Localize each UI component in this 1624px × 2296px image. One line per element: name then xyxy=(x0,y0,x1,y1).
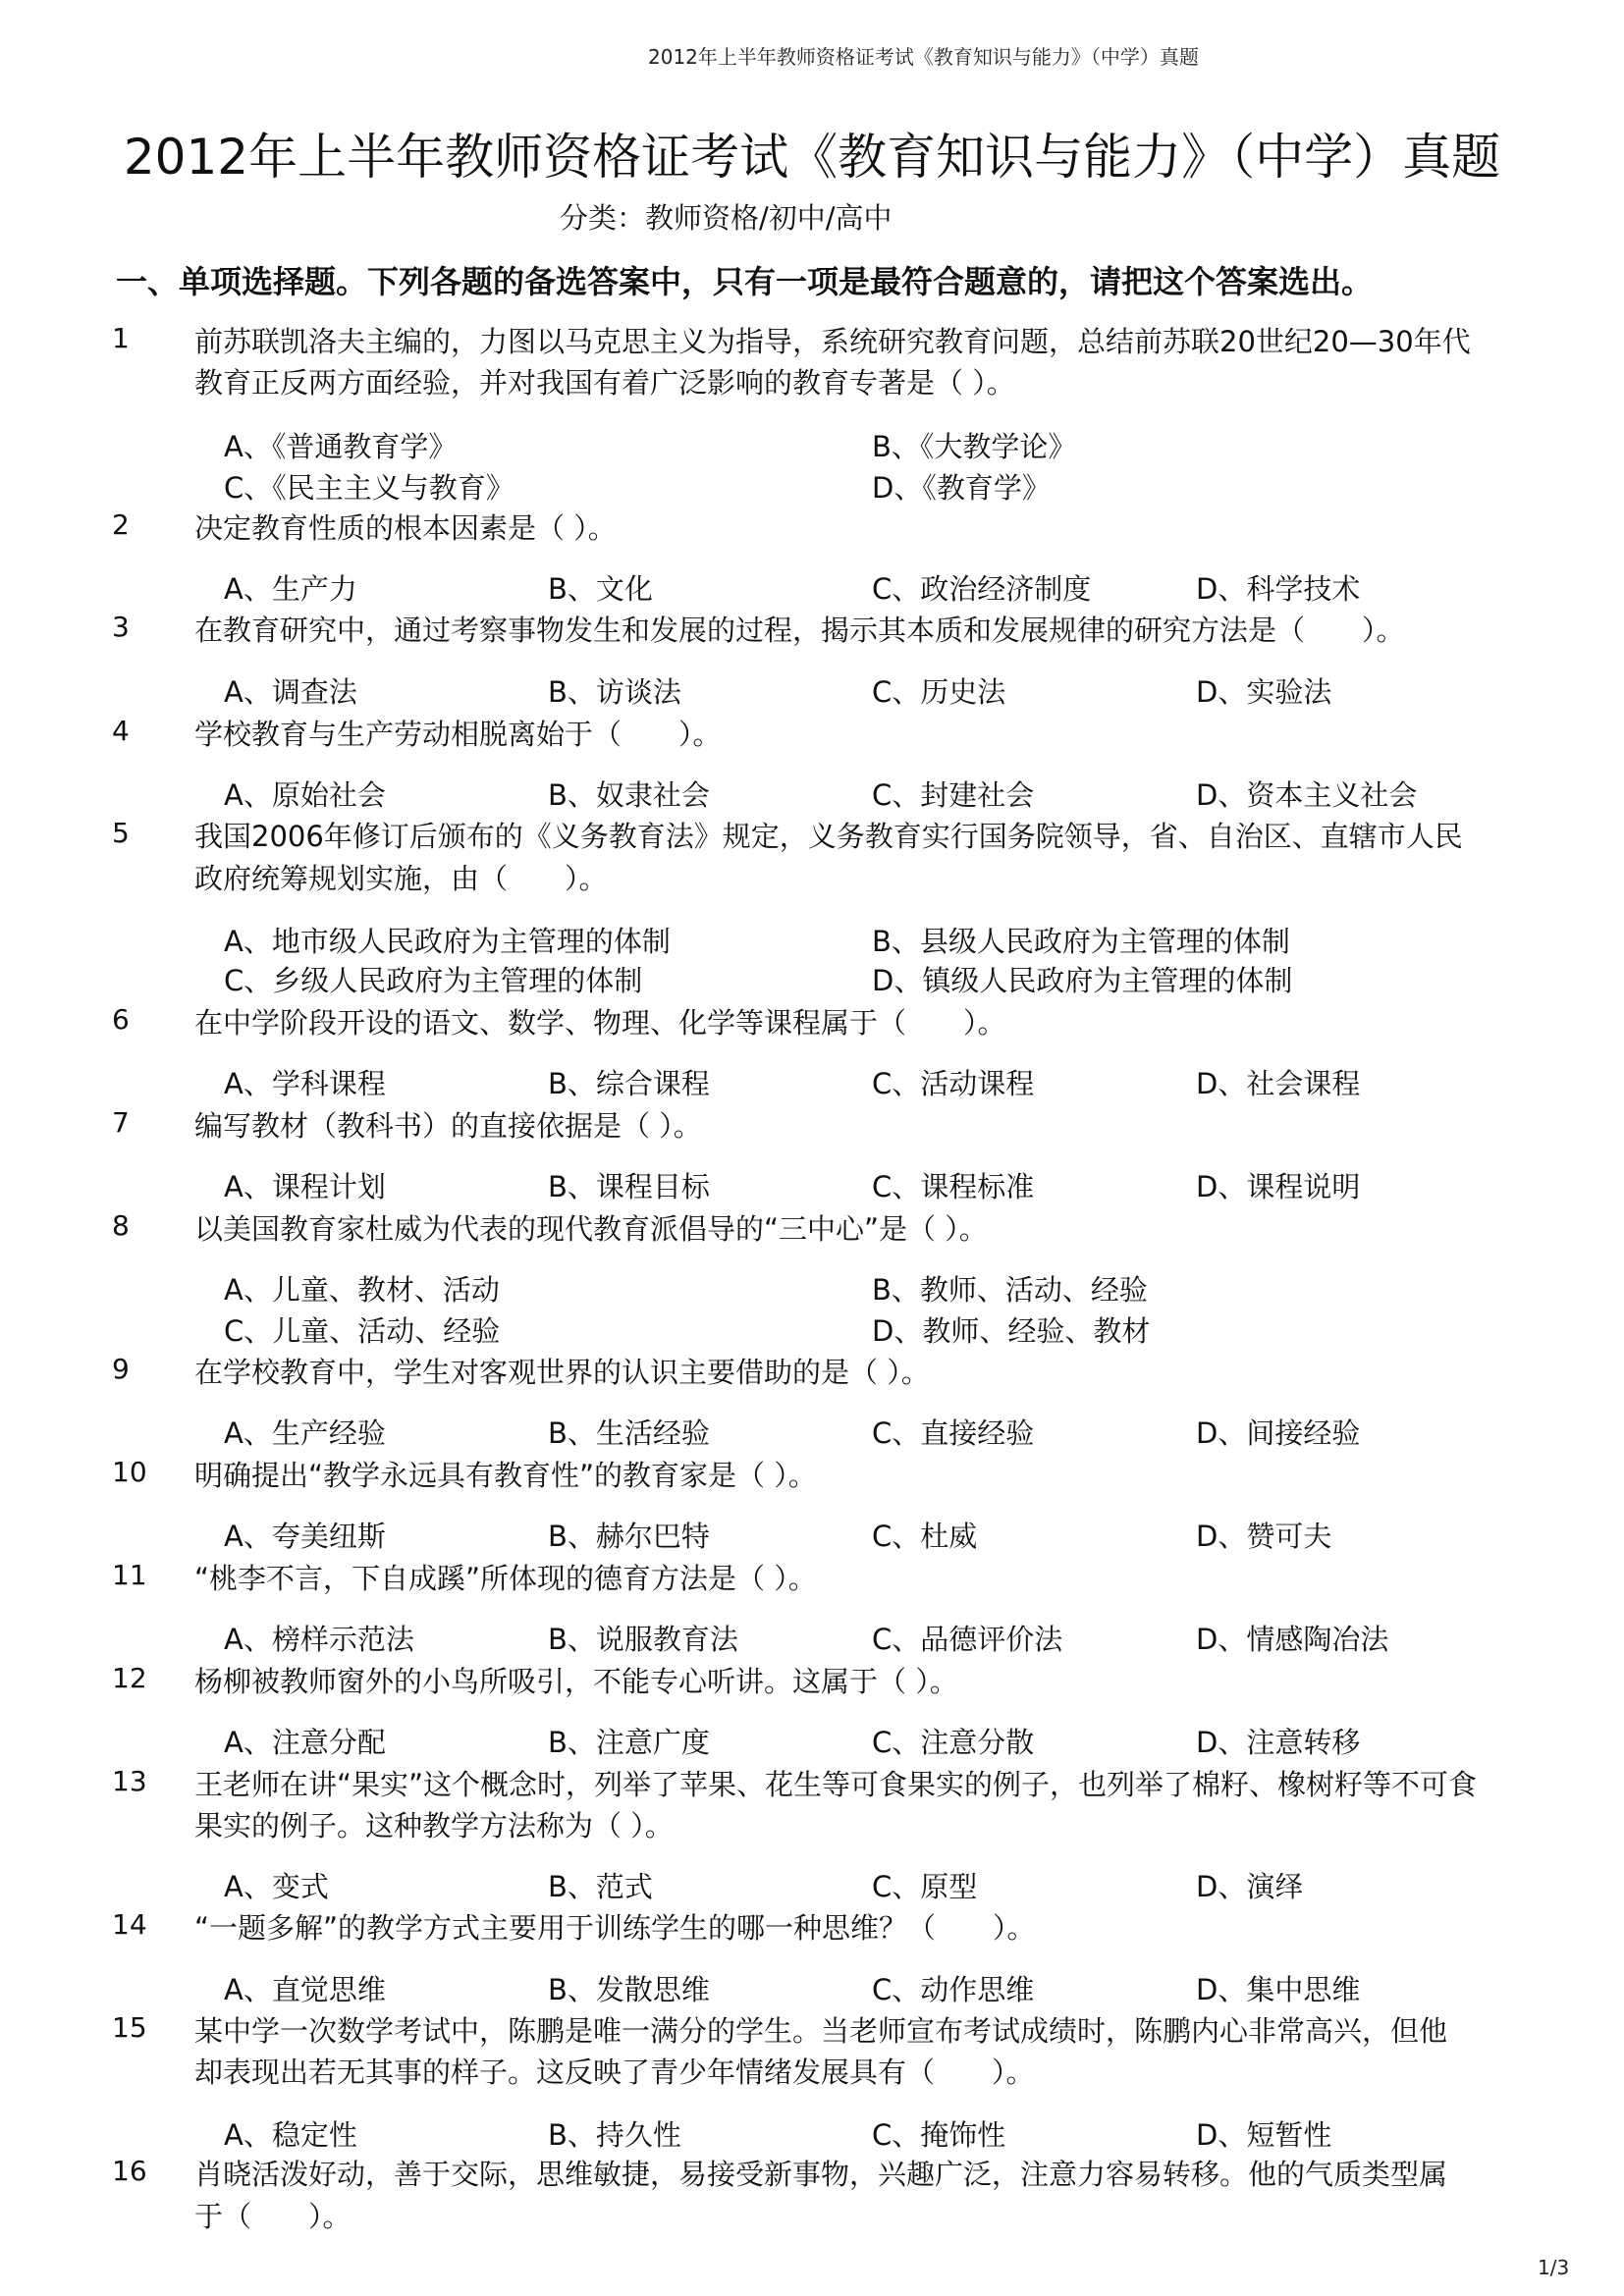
answer-option: C、封建社会 xyxy=(872,778,1035,812)
answer-option: D、镇级人民政府为主管理的体制 xyxy=(872,964,1293,997)
answer-option: A、生产经验 xyxy=(224,1416,386,1450)
answer-option: A、原始社会 xyxy=(224,778,386,812)
answer-option: B、综合课程 xyxy=(548,1067,710,1100)
answer-option: A、儿童、教材、活动 xyxy=(224,1273,500,1307)
answer-option: C、掩饰性 xyxy=(872,2118,1006,2152)
answer-option: B、《大教学论》 xyxy=(872,430,1077,463)
question-text: 前苏联凯洛夫主编的，力图以马克思主义为指导，系统研究教育问题，总结前苏联20世纪20—30年代 xyxy=(194,325,1471,358)
question-number: 7 xyxy=(112,1106,130,1139)
question-text: 以美国教育家杜威为代表的现代教育派倡导的“三中心”是（ ）。 xyxy=(194,1212,988,1246)
page-number: 1/3 xyxy=(1538,2256,1570,2279)
answer-option: C、《民主主义与教育》 xyxy=(224,471,514,505)
answer-option: A、变式 xyxy=(224,1870,329,1903)
answer-option: D、注意转移 xyxy=(1196,1726,1361,1759)
question-number: 15 xyxy=(112,2011,147,2044)
answer-option: B、奴隶社会 xyxy=(548,778,710,812)
answer-option: D、《教育学》 xyxy=(872,471,1051,505)
answer-option: B、生活经验 xyxy=(548,1416,710,1450)
question-number: 14 xyxy=(112,1908,147,1941)
answer-option: C、乡级人民政府为主管理的体制 xyxy=(224,964,643,997)
question-number: 1 xyxy=(112,322,130,354)
answer-option: D、演绎 xyxy=(1196,1870,1304,1903)
answer-option: D、科学技术 xyxy=(1196,572,1361,606)
question-number: 3 xyxy=(112,611,130,643)
question-text: 决定教育性质的根本因素是（ ）。 xyxy=(194,511,617,545)
question-text: 杨柳被教师窗外的小鸟所吸引，不能专心听讲。这属于（ ）。 xyxy=(194,1665,958,1698)
answer-option: A、调查法 xyxy=(224,675,357,709)
answer-option: D、实验法 xyxy=(1196,675,1332,709)
category-label: 分类：教师资格/初中/高中 xyxy=(560,201,893,235)
answer-option: C、儿童、活动、经验 xyxy=(224,1314,501,1348)
question-number: 5 xyxy=(112,817,130,849)
question-number: 8 xyxy=(112,1209,130,1242)
question-text: 王老师在讲“果实”这个概念时，列举了苹果、花生等可食果实的例子，也列举了棉籽、橡树籽等不可食 xyxy=(194,1768,1478,1801)
answer-option: A、学科课程 xyxy=(224,1067,386,1100)
answer-option: A、注意分配 xyxy=(224,1726,386,1759)
answer-option: B、赫尔巴特 xyxy=(548,1520,710,1553)
answer-option: A、生产力 xyxy=(224,572,357,606)
answer-option: B、发散思维 xyxy=(548,1973,710,2006)
answer-option: D、集中思维 xyxy=(1196,1973,1361,2006)
question-text: 我国2006年修订后颁布的《义务教育法》规定，义务教育实行国务院领导，省、自治区、直辖市人民 xyxy=(194,820,1463,853)
question-text: 政府统筹规划实施，由（ ）。 xyxy=(194,862,608,895)
question-text: 教育正反两方面经验，并对我国有着广泛影响的教育专著是（ ）。 xyxy=(194,366,1015,400)
answer-option: A、《普通教育学》 xyxy=(224,430,458,463)
question-text: 果实的例子。这种教学方法称为（ ）。 xyxy=(194,1809,674,1842)
answer-option: B、范式 xyxy=(548,1870,653,1903)
question-text: 某中学一次数学考试中，陈鹏是唯一满分的学生。当老师宣布考试成绩时，陈鹏内心非常高兴，但他 xyxy=(194,2014,1448,2048)
answer-option: C、直接经验 xyxy=(872,1416,1035,1450)
answer-option: D、社会课程 xyxy=(1196,1067,1361,1100)
answer-option: C、注意分散 xyxy=(872,1726,1035,1759)
question-text: 在学校教育中，学生对客观世界的认识主要借助的是（ ）。 xyxy=(194,1356,930,1389)
question-number: 13 xyxy=(112,1765,147,1797)
question-text: 却表现出若无其事的样子。这反映了青少年情绪发展具有（ ）。 xyxy=(194,2056,1035,2089)
section-heading: 一、单项选择题。下列各题的备选答案中，只有一项是最符合题意的，请把这个答案选出。 xyxy=(116,263,1374,300)
question-text: 明确提出“教学永远具有教育性”的教育家是（ ）。 xyxy=(194,1459,817,1492)
answer-option: B、文化 xyxy=(548,572,653,606)
question-text: 在中学阶段开设的语文、数学、物理、化学等课程属于（ ）。 xyxy=(194,1006,1006,1040)
answer-option: D、赞可夫 xyxy=(1196,1520,1332,1553)
answer-option: A、夸美纽斯 xyxy=(224,1520,386,1553)
answer-option: D、情感陶冶法 xyxy=(1196,1623,1389,1656)
question-text: “一题多解”的教学方式主要用于训练学生的哪一种思维？（ ）。 xyxy=(194,1911,1036,1945)
answer-option: C、原型 xyxy=(872,1870,978,1903)
question-number: 9 xyxy=(112,1353,130,1385)
answer-option: A、地市级人民政府为主管理的体制 xyxy=(224,925,671,958)
answer-option: C、活动课程 xyxy=(872,1067,1035,1100)
question-number: 6 xyxy=(112,1003,130,1036)
question-number: 12 xyxy=(112,1662,147,1694)
answer-option: B、持久性 xyxy=(548,2118,681,2152)
answer-option: D、资本主义社会 xyxy=(1196,778,1418,812)
answer-option: C、政治经济制度 xyxy=(872,572,1092,606)
answer-option: A、直觉思维 xyxy=(224,1973,386,2006)
answer-option: D、教师、经验、教材 xyxy=(872,1314,1151,1348)
answer-option: C、课程标准 xyxy=(872,1170,1035,1203)
answer-option: A、稳定性 xyxy=(224,2118,357,2152)
question-number: 11 xyxy=(112,1559,147,1591)
answer-option: B、县级人民政府为主管理的体制 xyxy=(872,925,1290,958)
answer-option: D、课程说明 xyxy=(1196,1170,1361,1203)
page-title: 2012年上半年教师资格证考试《教育知识与能力》（中学）真题 xyxy=(123,129,1501,186)
question-text: 学校教育与生产劳动相脱离始于（ ）。 xyxy=(194,718,722,751)
answer-option: B、访谈法 xyxy=(548,675,681,709)
question-text: 在教育研究中，通过考察事物发生和发展的过程，揭示其本质和发展规律的研究方法是（ ）。 xyxy=(194,614,1405,647)
answer-option: C、杜威 xyxy=(872,1520,978,1553)
running-header: 2012年上半年教师资格证考试《教育知识与能力》（中学）真题 xyxy=(648,45,1199,69)
question-number: 4 xyxy=(112,715,130,747)
question-text: “桃李不言，下自成蹊”所体现的德育方法是（ ）。 xyxy=(194,1562,817,1595)
answer-option: C、动作思维 xyxy=(872,1973,1035,2006)
question-number: 2 xyxy=(112,508,130,541)
answer-option: B、注意广度 xyxy=(548,1726,710,1759)
answer-option: B、教师、活动、经验 xyxy=(872,1273,1148,1307)
answer-option: B、说服教育法 xyxy=(548,1623,738,1656)
question-text: 编写教材（教科书）的直接依据是（ ）。 xyxy=(194,1109,702,1143)
question-number: 16 xyxy=(112,2155,147,2187)
question-number: 10 xyxy=(112,1456,147,1488)
answer-option: C、品德评价法 xyxy=(872,1623,1063,1656)
question-text: 于（ ）。 xyxy=(194,2200,352,2233)
answer-option: D、短暂性 xyxy=(1196,2118,1332,2152)
answer-option: B、课程目标 xyxy=(548,1170,710,1203)
question-text: 肖晓活泼好动，善于交际，思维敏捷，易接受新事物，兴趣广泛，注意力容易转移。他的气质类型属 xyxy=(194,2158,1448,2191)
answer-option: A、课程计划 xyxy=(224,1170,386,1203)
answer-option: A、榜样示范法 xyxy=(224,1623,414,1656)
answer-option: C、历史法 xyxy=(872,675,1006,709)
answer-option: D、间接经验 xyxy=(1196,1416,1361,1450)
